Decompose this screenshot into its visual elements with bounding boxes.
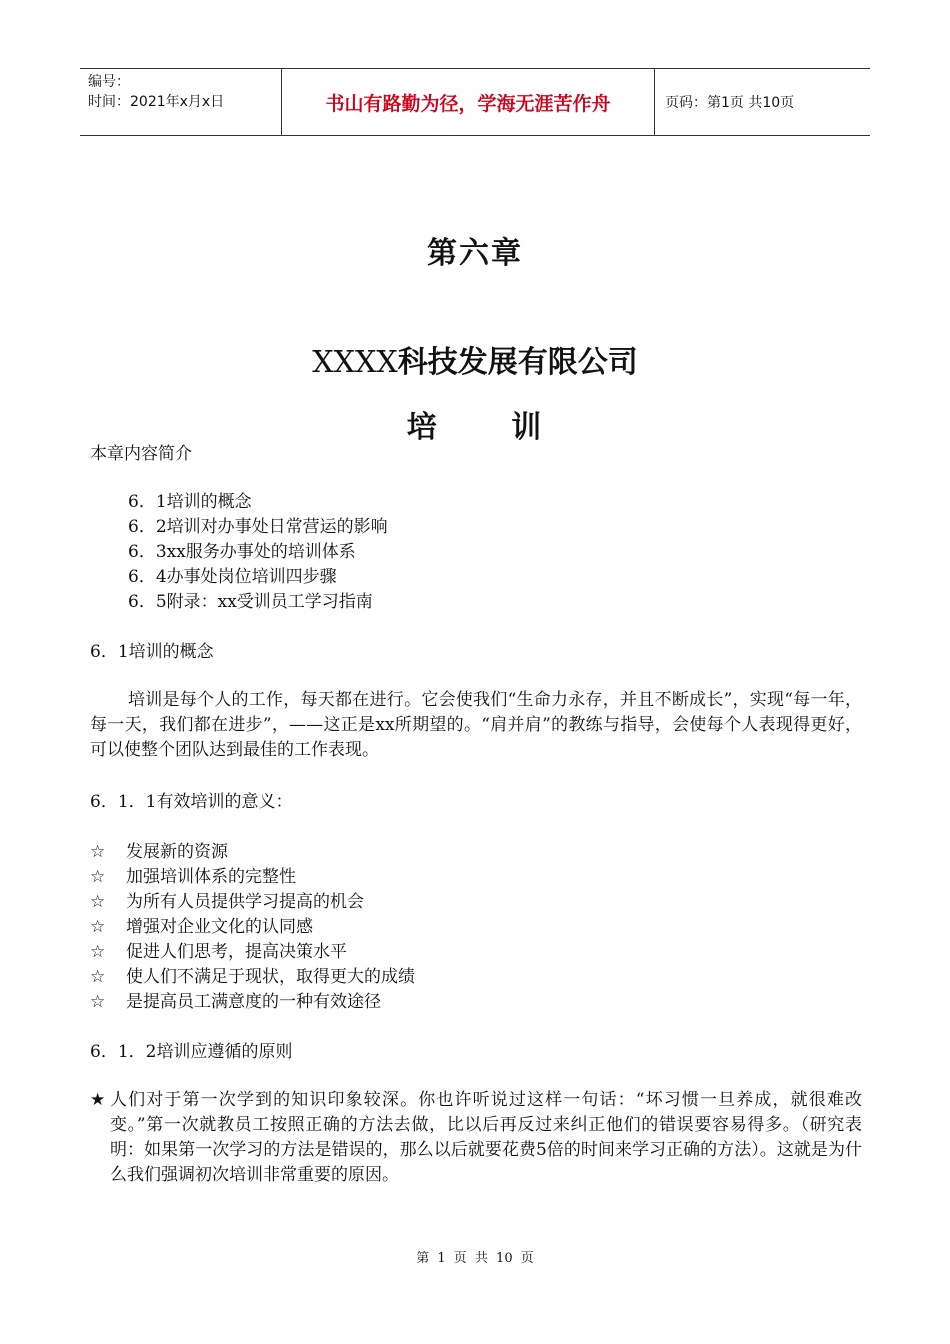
header-motto: 书山有路勤为径，学海无涯苦作舟 xyxy=(281,69,655,135)
list-item: ☆ 加强培训体系的完整性 xyxy=(90,865,415,890)
time-label: 时间：2021年x月x日 xyxy=(88,94,225,110)
header-meta xyxy=(80,69,281,135)
list-item: ☆ 促进人们思考，提高决策水平 xyxy=(90,940,415,965)
page-footer: 第 1 页 共 10 页 xyxy=(416,1251,534,1266)
star-outline-icon: ☆ xyxy=(90,842,106,862)
company-latin: XXXX xyxy=(312,345,398,380)
table-of-contents xyxy=(128,490,388,615)
list-item: ☆ 发展新的资源 xyxy=(90,840,415,865)
page-header xyxy=(80,68,870,136)
star-outline-icon: ☆ xyxy=(90,917,106,937)
section-heading-1-1: 6．1．1有效培训的意义： xyxy=(90,792,293,812)
company-rest: 科技发展有限公司 xyxy=(397,345,638,380)
benefit-list xyxy=(90,840,415,1015)
star-outline-icon: ☆ xyxy=(90,892,106,912)
section-1-paragraph: 培训是每个人的工作，每天都在进行。它会使我们“生命力永存，并且不断成长”，实现“每一年，每一天，我们都在进步”，——这正是xx所期望的。“肩并肩”的教练与指导，会使每个人表现得更好，可以使整个团队达到最佳的工作表现。 xyxy=(90,690,862,760)
section-heading-1-2: 6．1．2培训应遵循的原则 xyxy=(90,1042,293,1062)
principle-paragraph: 人们对于第一次学到的知识印象较深。你也许听说过这样一句话：“坏习惯一旦养成，就很难改变。”第一次就教员工按照正确的方法去做，比以后再反过来纠正他们的错误要容易得多。（研究表明：如果第一次学习的方法是错误的，那么以后就要花费5倍的时间来学习正确的方法）。这就是为什么我们强调初次培训非常重要的原因。 xyxy=(110,1090,862,1185)
intro-label: 本章内容简介 xyxy=(90,444,192,464)
chapter-title: 第六章 xyxy=(427,236,523,271)
section-heading-1: 6．1培训的概念 xyxy=(90,642,214,662)
company-title xyxy=(0,337,950,381)
star-outline-icon: ☆ xyxy=(90,992,106,1012)
header-page-info: 页码：第1页 共10页 xyxy=(665,95,795,111)
star-filled-icon: ★ xyxy=(90,1090,106,1110)
toc-item: 6．2培训对办事处日常营运的影响 xyxy=(128,517,388,537)
list-item: ☆ 增强对企业文化的认同感 xyxy=(90,915,415,940)
principle-item xyxy=(90,1088,862,1188)
number-label: 编号： xyxy=(88,74,130,90)
star-outline-icon: ☆ xyxy=(90,867,106,887)
list-item: ☆ 使人们不满足于现状，取得更大的成绩 xyxy=(90,965,415,990)
toc-item: 6．5附录：xx受训员工学习指南 xyxy=(128,592,373,612)
star-outline-icon: ☆ xyxy=(90,942,106,962)
toc-item: 6．1培训的概念 xyxy=(128,492,252,512)
star-outline-icon: ☆ xyxy=(90,967,106,987)
list-item: ☆ 是提高员工满意度的一种有效途径 xyxy=(90,990,415,1015)
toc-item: 6．4办事处岗位培训四步骤 xyxy=(128,567,337,587)
list-item: ☆ 为所有人员提供学习提高的机会 xyxy=(90,890,415,915)
toc-item: 6．3xx服务办事处的培训体系 xyxy=(128,542,356,562)
subtitle: 培 训 xyxy=(406,410,544,445)
